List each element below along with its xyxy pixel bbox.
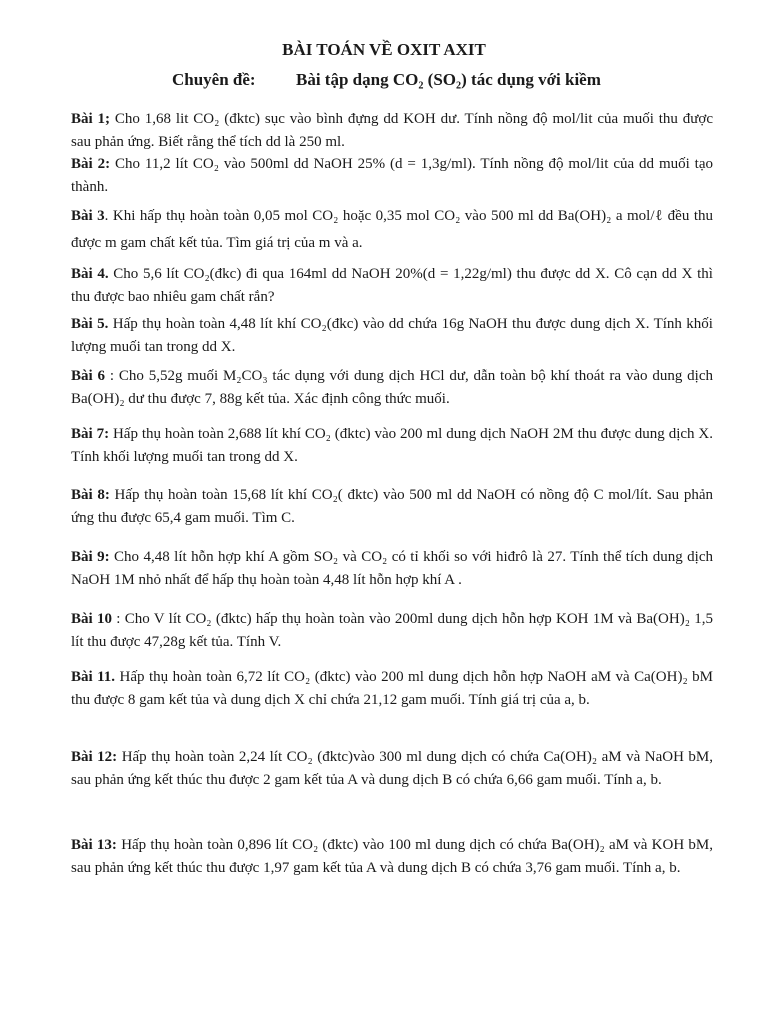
problem-text: Hấp thụ hoàn toàn 0,896 lít CO₂ (đktc) vào 100 ml dung dịch có chứa Ba(OH)₂ aM và KOH bM, sau phản ứng kết thúc thu được 1,97 gam kết tủa A và dung dịch B có chứa 3,76 gam muối. Tính a, b.: [71, 837, 714, 876]
problem-text: Hấp thụ hoàn toàn 6,72 lít CO₂ (đktc) vào 200 ml dung dịch hỗn hợp NaOH aM và Ca(OH)₂ bM thu được 8 gam kết tủa và dung dịch X chỉ chứa 21,12 gam muối. Tính giá trị của a, b.: [71, 669, 713, 708]
problem-number: Bài 6: [71, 368, 106, 384]
problem-11: [71, 666, 713, 712]
problem-7: [71, 423, 713, 469]
problem-text: Cho 11,2 lít CO₂ vào 500ml dd NaOH 25% (d = 1,3g/ml). Tính nồng độ mol/lit của dd muối tạo thành.: [71, 156, 714, 195]
problem-number: Bài 8:: [71, 487, 110, 503]
problem-4: [71, 263, 713, 309]
problem-8: [71, 484, 713, 530]
subtitle-text: Bài tập dạng CO₂ (SO₂) tác dụng với kiềm: [296, 70, 601, 89]
problem-5: [71, 313, 713, 359]
problem-12: [71, 746, 713, 792]
problem-text: Cho 1,68 lit CO₂ (đktc) sục vào bình đựng dd KOH dư. Tính nồng độ mol/lit của muối thu được sau phản ứng. Biết rằng thể tích dd là 250 ml.: [71, 111, 713, 150]
problem-text: Cho 4,48 lít hỗn hợp khí A gồm SO₂ và CO₂ có tỉ khối so với hiđrô là 27. Tính thể tích dung dịch NaOH 1M nhỏ nhất để hấp thụ hoàn toàn 4,48 lít hỗn hợp khí A .: [71, 549, 713, 588]
problem-text: Hấp thụ hoàn toàn 15,68 lít khí CO₂( đktc) vào 500 ml dd NaOH có nồng độ C mol/lít. Sau phản ứng thu được 65,4 gam muối. Tìm C.: [71, 487, 713, 526]
problem-number: Bài 9:: [71, 549, 110, 565]
problem-2: [71, 153, 713, 199]
problem-6: [71, 365, 713, 411]
problem-10: [71, 608, 713, 654]
problem-9: [71, 546, 713, 592]
problem-text: Cho 5,6 lít CO₂(đkc) đi qua 164ml dd NaOH 20%(d = 1,22g/ml) thu được dd X. Cô cạn dd X thì thu được bao nhiêu gam chất rắn?: [71, 266, 713, 305]
document-title: BÀI TOÁN VỀ OXIT AXIT: [282, 40, 486, 59]
problem-number: Bài 2:: [71, 156, 111, 172]
problem-number: Bài 10: [71, 611, 112, 627]
problem-text: : Cho 5,52g muối M₂CO₃ tác dụng với dung dịch HCl dư, dẫn toàn bộ khí thoát ra vào dung dịch Ba(OH)₂ dư thu được 7, 88g kết tủa. Xác định công thức muối.: [71, 368, 713, 407]
problem-text: Hấp thụ hoàn toàn 2,24 lít CO₂ (đktc)vào 300 ml dung dịch có chứa Ca(OH)₂ aM và NaOH bM, sau phản ứng kết thúc thu được 2 gam kết tủa A và dung dịch B có chứa 6,66 gam muối. Tính a, b.: [71, 749, 714, 788]
document-subtitle: [172, 70, 601, 90]
problem-text: . Khi hấp thụ hoàn toàn 0,05 mol CO₂ hoặc 0,35 mol CO₂ vào 500 ml dd Ba(OH)₂ a mol/ℓ đều thu được m gam chất kết tủa. Tìm giá trị của m và a.: [71, 208, 713, 251]
problem-number: Bài 7:: [71, 426, 110, 442]
problem-number: Bài 11.: [71, 669, 116, 685]
problem-13: [71, 834, 713, 880]
problem-text: Hấp thụ hoàn toàn 4,48 lít khí CO₂(đkc) vào dd chứa 16g NaOH thu được dung dịch X. Tính khối lượng muối tan trong dd X.: [71, 316, 713, 355]
problem-number: Bài 3: [71, 208, 105, 224]
problem-number: Bài 1;: [71, 111, 111, 127]
problem-number: Bài 4.: [71, 266, 109, 282]
problem-text: Hấp thụ hoàn toàn 2,688 lít khí CO₂ (đktc) vào 200 ml dung dịch NaOH 2M thu được dung dịch X. Tính khối lượng muối tan trong dd X.: [71, 426, 713, 465]
problem-number: Bài 5.: [71, 316, 109, 332]
subtitle-label: Chuyên đề:: [172, 70, 256, 89]
problem-1: [71, 108, 713, 154]
problem-text: : Cho V lít CO₂ (đktc) hấp thụ hoàn toàn vào 200ml dung dịch hỗn hợp KOH 1M và Ba(OH)₂ 1,5 lít thu được 47,28g kết tủa. Tính V.: [71, 611, 713, 650]
problem-3: [71, 203, 713, 257]
problem-number: Bài 13:: [71, 837, 117, 853]
problem-number: Bài 12:: [71, 749, 118, 765]
